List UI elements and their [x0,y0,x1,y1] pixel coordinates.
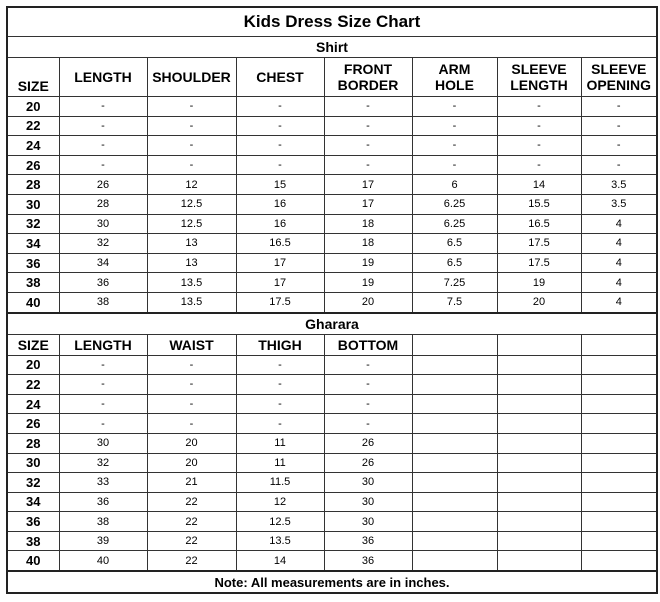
gharara-table-row [7,531,657,551]
shirt-size-cell: 32 [7,214,59,234]
gharara-value-cell: - [147,375,236,395]
shirt-value-cell: 32 [59,234,147,254]
shirt-value-cell: 13 [147,253,236,273]
shirt-value-cell: 38 [59,292,147,312]
gharara-value-cell [581,394,657,414]
gharara-value-cell [581,375,657,395]
shirt-value-cell: - [581,136,657,156]
gharara-value-cell [497,433,581,453]
shirt-value-cell: 12 [147,175,236,195]
shirt-value-cell: 36 [59,273,147,293]
gharara-value-cell: 11 [236,433,324,453]
gharara-value-cell [412,414,497,434]
gharara-header-cell [581,334,657,355]
gharara-value-cell: - [236,375,324,395]
shirt-value-cell: 17 [236,273,324,293]
shirt-size-cell: 28 [7,175,59,195]
shirt-value-cell: - [497,155,581,175]
gharara-value-cell: 20 [147,453,236,473]
shirt-value-cell: 6.5 [412,234,497,254]
shirt-value-cell: 4 [581,214,657,234]
gharara-value-cell: - [324,414,412,434]
shirt-value-cell: 19 [497,273,581,293]
shirt-value-cell: 7.25 [412,273,497,293]
gharara-value-cell [581,473,657,493]
gharara-table-row [7,414,657,434]
gharara-table-row [7,453,657,473]
gharara-value-cell: - [147,355,236,375]
shirt-value-cell: 19 [324,253,412,273]
shirt-size-cell: 22 [7,116,59,136]
gharara-value-cell: 22 [147,531,236,551]
shirt-size-cell: 40 [7,292,59,312]
gharara-value-cell [581,414,657,434]
gharara-value-cell: 20 [147,433,236,453]
shirt-value-cell: 30 [59,214,147,234]
shirt-value-cell: 17 [324,194,412,214]
shirt-value-cell: - [497,116,581,136]
shirt-header-cell: SHOULDER [147,58,236,97]
shirt-value-cell: - [59,116,147,136]
gharara-value-cell: 21 [147,473,236,493]
gharara-header-cell [412,334,497,355]
shirt-table-row [7,194,657,214]
gharara-size-cell: 34 [7,492,59,512]
gharara-value-cell: - [59,375,147,395]
shirt-value-cell: - [147,155,236,175]
shirt-value-cell: 16.5 [236,234,324,254]
shirt-value-cell: - [324,116,412,136]
gharara-value-cell [412,531,497,551]
shirt-value-cell: 4 [581,234,657,254]
gharara-value-cell: 12.5 [236,512,324,532]
gharara-value-cell: 30 [324,512,412,532]
gharara-size-cell: 36 [7,512,59,532]
gharara-value-cell [412,394,497,414]
shirt-value-cell: - [581,116,657,136]
gharara-table-row [7,394,657,414]
gharara-table-row [7,551,657,571]
shirt-value-cell: 15.5 [497,194,581,214]
gharara-value-cell: - [147,394,236,414]
gharara-value-cell: - [324,375,412,395]
shirt-value-cell: 12.5 [147,214,236,234]
gharara-value-cell: 30 [324,473,412,493]
gharara-value-cell: 36 [324,551,412,571]
gharara-value-cell [497,551,581,571]
gharara-value-cell [412,512,497,532]
shirt-value-cell: 17 [324,175,412,195]
shirt-value-cell: 19 [324,273,412,293]
gharara-size-cell: 40 [7,551,59,571]
shirt-value-cell: 4 [581,273,657,293]
gharara-size-cell: 20 [7,355,59,375]
gharara-value-cell: 22 [147,492,236,512]
shirt-value-cell: - [236,116,324,136]
size-chart [6,6,658,594]
shirt-value-cell: - [412,116,497,136]
gharara-value-cell [497,375,581,395]
gharara-value-cell [412,375,497,395]
shirt-table-row [7,155,657,175]
shirt-value-cell: 18 [324,214,412,234]
shirt-header-cell: FRONT BORDER [324,58,412,97]
gharara-value-cell: - [147,414,236,434]
shirt-value-cell: 26 [59,175,147,195]
shirt-value-cell: - [412,136,497,156]
shirt-value-cell: - [497,97,581,117]
shirt-value-cell: 16 [236,214,324,234]
shirt-header-row [7,58,657,97]
shirt-value-cell: 20 [324,292,412,312]
shirt-table-row [7,175,657,195]
gharara-value-cell: - [324,355,412,375]
shirt-value-cell: 6.25 [412,214,497,234]
shirt-value-cell: - [324,155,412,175]
gharara-value-cell: 26 [324,453,412,473]
gharara-value-cell [412,492,497,512]
shirt-value-cell: - [236,136,324,156]
gharara-value-cell: 12 [236,492,324,512]
gharara-value-cell [412,551,497,571]
shirt-value-cell: - [59,136,147,156]
gharara-table-row [7,473,657,493]
gharara-value-cell: 39 [59,531,147,551]
shirt-table-row [7,234,657,254]
shirt-table-row [7,273,657,293]
gharara-value-cell [581,433,657,453]
gharara-value-cell: - [59,414,147,434]
gharara-size-cell: 26 [7,414,59,434]
shirt-value-cell: - [59,155,147,175]
shirt-value-cell: - [581,155,657,175]
gharara-table-row [7,355,657,375]
shirt-header-cell: ARM HOLE [412,58,497,97]
gharara-table-row [7,433,657,453]
shirt-value-cell: 15 [236,175,324,195]
shirt-value-cell: - [236,97,324,117]
gharara-value-cell: - [59,355,147,375]
gharara-value-cell: 40 [59,551,147,571]
gharara-value-cell: 32 [59,453,147,473]
shirt-header-cell: CHEST [236,58,324,97]
shirt-value-cell: 18 [324,234,412,254]
shirt-value-cell: 13 [147,234,236,254]
gharara-value-cell [497,473,581,493]
gharara-value-cell [497,531,581,551]
gharara-value-cell [412,453,497,473]
gharara-size-cell: 24 [7,394,59,414]
gharara-value-cell: 26 [324,433,412,453]
size-chart-table [6,6,658,594]
gharara-size-cell: 28 [7,433,59,453]
gharara-table-row [7,375,657,395]
gharara-value-cell: - [236,414,324,434]
shirt-value-cell: 17.5 [497,253,581,273]
measurement-note: Note: All measurements are in inches. [7,571,657,593]
gharara-value-cell: 22 [147,551,236,571]
gharara-value-cell: 11.5 [236,473,324,493]
shirt-header-cell: LENGTH [59,58,147,97]
shirt-value-cell: 16.5 [497,214,581,234]
shirt-value-cell: 13.5 [147,273,236,293]
gharara-value-cell: 14 [236,551,324,571]
shirt-value-cell: 3.5 [581,194,657,214]
gharara-value-cell: 38 [59,512,147,532]
shirt-size-cell: 20 [7,97,59,117]
chart-title: Kids Dress Size Chart [7,7,657,37]
shirt-value-cell: - [324,136,412,156]
gharara-value-cell [581,355,657,375]
gharara-header-cell: BOTTOM [324,334,412,355]
gharara-header-row [7,334,657,355]
shirt-header-cell: SLEEVE LENGTH [497,58,581,97]
gharara-table-row [7,512,657,532]
shirt-value-cell: 4 [581,253,657,273]
shirt-table-row [7,97,657,117]
shirt-value-cell: 17 [236,253,324,273]
shirt-value-cell: 6 [412,175,497,195]
gharara-value-cell: - [59,394,147,414]
gharara-value-cell: 22 [147,512,236,532]
shirt-table-row [7,136,657,156]
shirt-section-title: Shirt [7,37,657,58]
shirt-value-cell: - [412,97,497,117]
gharara-value-cell [581,512,657,532]
gharara-value-cell: - [236,394,324,414]
gharara-value-cell: 36 [324,531,412,551]
gharara-header-cell: WAIST [147,334,236,355]
gharara-value-cell: 11 [236,453,324,473]
gharara-value-cell [581,492,657,512]
gharara-value-cell: 13.5 [236,531,324,551]
gharara-value-cell [412,433,497,453]
shirt-table-row [7,116,657,136]
shirt-header-cell: SLEEVE OPENING [581,58,657,97]
gharara-header-cell: SIZE [7,334,59,355]
shirt-value-cell: - [147,136,236,156]
shirt-value-cell: 6.5 [412,253,497,273]
shirt-value-cell: - [497,136,581,156]
shirt-table-row [7,214,657,234]
gharara-size-cell: 30 [7,453,59,473]
shirt-value-cell: 3.5 [581,175,657,195]
shirt-value-cell: 12.5 [147,194,236,214]
shirt-value-cell: 17.5 [497,234,581,254]
shirt-value-cell: 13.5 [147,292,236,312]
gharara-value-cell [497,453,581,473]
shirt-size-cell: 30 [7,194,59,214]
gharara-size-cell: 32 [7,473,59,493]
shirt-size-cell: 34 [7,234,59,254]
gharara-table-row [7,492,657,512]
shirt-size-cell: 24 [7,136,59,156]
shirt-value-cell: - [324,97,412,117]
shirt-value-cell: 20 [497,292,581,312]
shirt-value-cell: - [236,155,324,175]
shirt-table-row [7,253,657,273]
gharara-value-cell [412,355,497,375]
gharara-value-cell [497,394,581,414]
gharara-header-cell: THIGH [236,334,324,355]
shirt-value-cell: 6.25 [412,194,497,214]
gharara-value-cell: 33 [59,473,147,493]
gharara-size-cell: 38 [7,531,59,551]
shirt-value-cell: - [147,116,236,136]
gharara-value-cell [497,355,581,375]
shirt-value-cell: - [581,97,657,117]
gharara-value-cell [497,512,581,532]
shirt-size-cell: 36 [7,253,59,273]
gharara-value-cell [581,551,657,571]
shirt-value-cell: 28 [59,194,147,214]
shirt-size-cell: 38 [7,273,59,293]
gharara-value-cell: 36 [59,492,147,512]
shirt-table-row [7,292,657,312]
gharara-value-cell: - [324,394,412,414]
gharara-value-cell [581,453,657,473]
shirt-value-cell: - [147,97,236,117]
shirt-value-cell: - [59,97,147,117]
shirt-value-cell: 34 [59,253,147,273]
gharara-value-cell: 30 [59,433,147,453]
shirt-value-cell: - [412,155,497,175]
shirt-value-cell: 17.5 [236,292,324,312]
shirt-size-cell: 26 [7,155,59,175]
shirt-value-cell: 14 [497,175,581,195]
shirt-value-cell: 7.5 [412,292,497,312]
gharara-value-cell: - [236,355,324,375]
gharara-size-cell: 22 [7,375,59,395]
gharara-value-cell [497,492,581,512]
shirt-header-cell: SIZE [7,58,59,97]
gharara-value-cell: 30 [324,492,412,512]
gharara-section-title: Gharara [7,313,657,335]
gharara-header-cell [497,334,581,355]
shirt-value-cell: 16 [236,194,324,214]
gharara-header-cell: LENGTH [59,334,147,355]
gharara-value-cell [497,414,581,434]
gharara-value-cell [412,473,497,493]
gharara-value-cell [581,531,657,551]
shirt-value-cell: 4 [581,292,657,312]
